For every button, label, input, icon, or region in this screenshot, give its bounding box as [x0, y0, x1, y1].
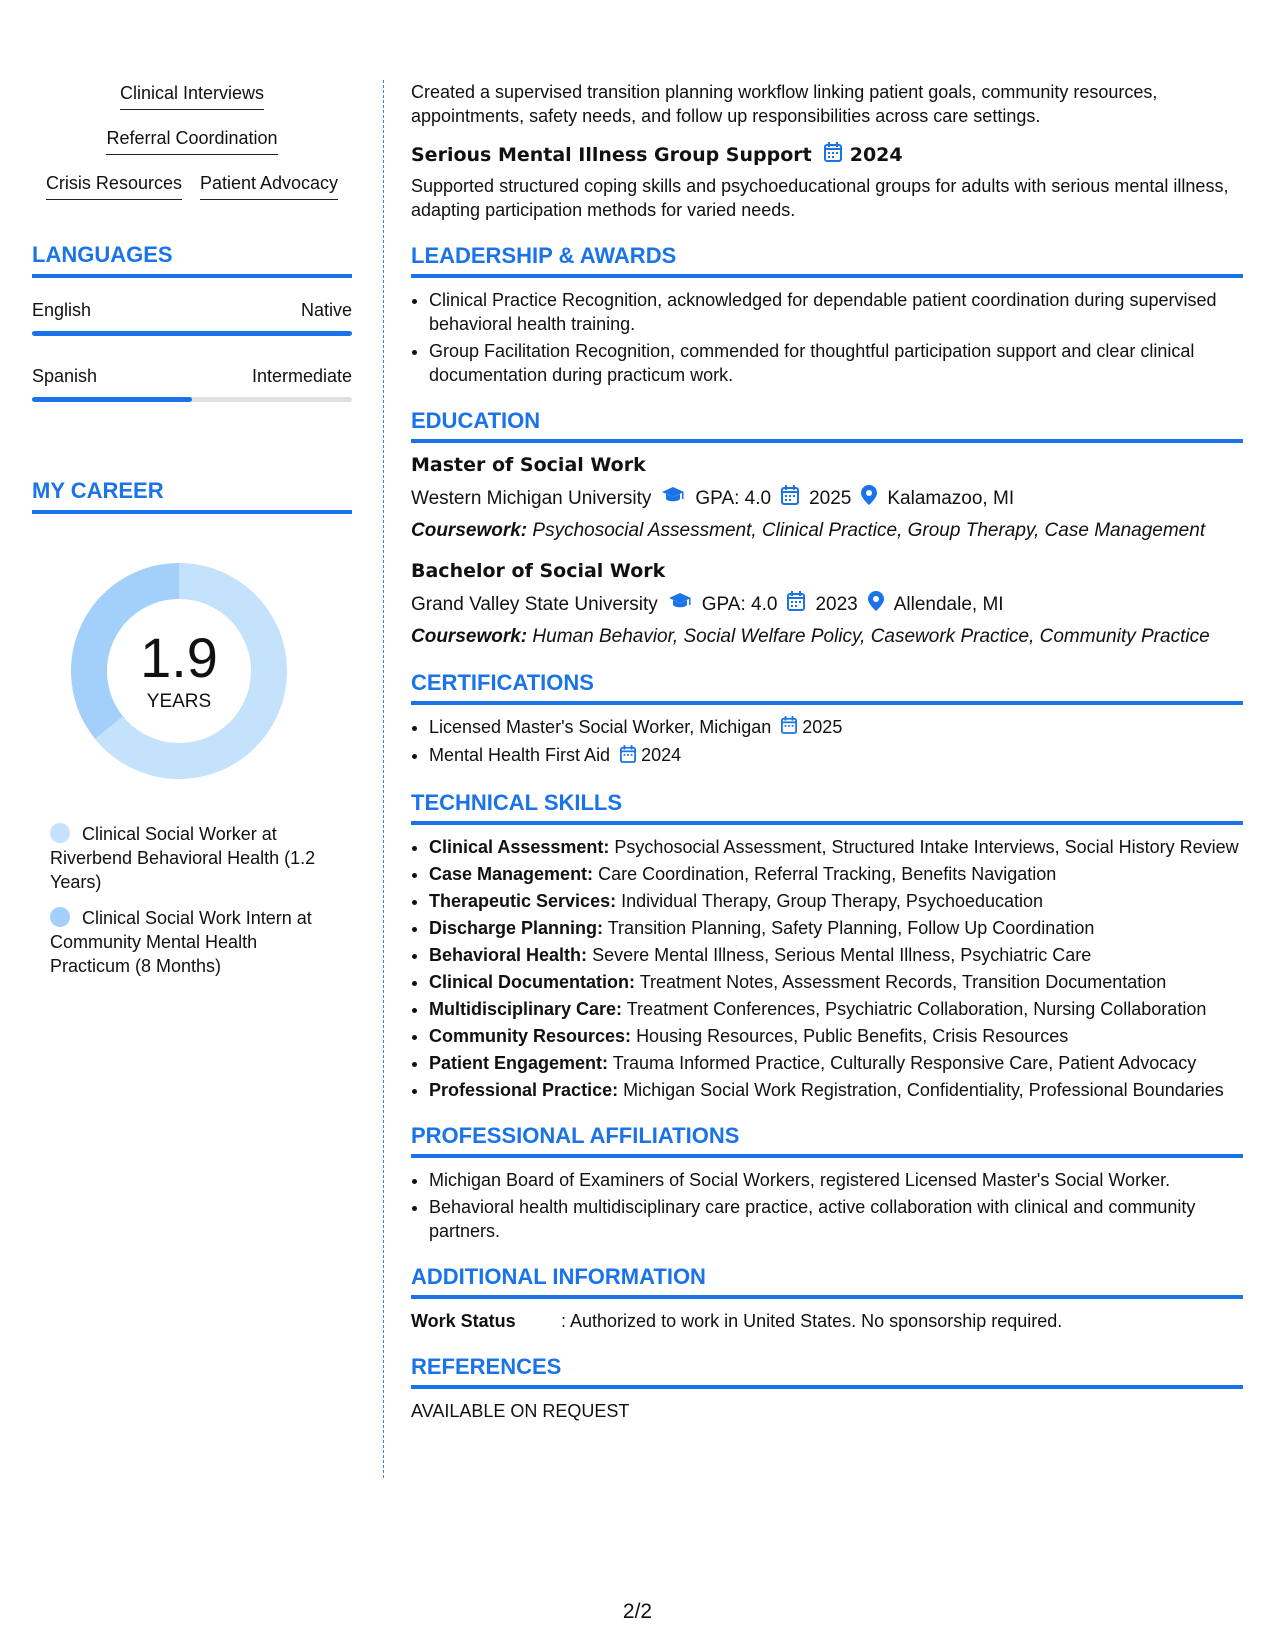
project-description: Supported structured coping skills and psychoeducational groups for adults with serious mental illness, adapting participation methods for varied needs. [411, 176, 1229, 220]
main-content [411, 80, 1243, 1423]
list-item [429, 715, 1243, 740]
certification-name: Mental Health First Aid [429, 745, 611, 766]
technical-skill-value: Michigan Social Work Registration, Confidentiality, Professional Boundaries [623, 1079, 1224, 1100]
technical-skills-heading: TECHNICAL SKILLS [411, 789, 1243, 825]
languages-heading: LANGUAGES [32, 242, 352, 278]
education-item [411, 559, 1243, 649]
project-title-row [411, 142, 1243, 168]
location-pin-icon [861, 485, 877, 512]
language-name: English [32, 300, 92, 320]
work-status-row [411, 1309, 1243, 1333]
technical-skills-list [411, 835, 1243, 1102]
skill-tag: Crisis Resources [46, 172, 182, 200]
technical-skill-item [429, 1078, 1243, 1102]
education-meta [411, 591, 1243, 618]
technical-skill-value: Severe Mental Illness, Serious Mental Illness, Psychiatric Care [592, 944, 1092, 965]
page-number: 2/2 [622, 1600, 653, 1623]
coursework-text: Human Behavior, Social Welfare Policy, Casework Practice, Community Practice [532, 626, 1210, 647]
affiliations-heading: PROFESSIONAL AFFILIATIONS [411, 1122, 1243, 1158]
career-legend-item [50, 906, 340, 978]
gpa: GPA: 4.0 [695, 487, 772, 509]
technical-skill-item [429, 1051, 1243, 1075]
leadership-list [411, 288, 1243, 387]
skill-tag: Clinical Interviews [120, 82, 264, 110]
technical-skill-value: Psychosocial Assessment, Structured Intake Interviews, Social History Review [614, 836, 1239, 857]
career-donut [64, 556, 294, 786]
coursework-label: Coursework: [411, 520, 528, 541]
technical-skill-name: Therapeutic Services: [429, 890, 617, 911]
education-heading: EDUCATION [411, 407, 1243, 443]
technical-skill-name: Patient Engagement: [429, 1052, 609, 1073]
leadership-heading: LEADERSHIP & AWARDS [411, 242, 1243, 278]
column-divider [383, 80, 384, 1478]
legend-dot [50, 823, 70, 843]
career-legend-label: Clinical Social Work Intern at Community Mental Health Practicum (8 Months) [50, 908, 312, 976]
legend-dot [50, 907, 70, 927]
calendar-icon [787, 591, 805, 618]
education-year: 2023 [815, 593, 858, 615]
language-bar-fill [32, 397, 192, 402]
graduation-cap-icon [661, 486, 685, 511]
skill-tag-row [32, 172, 352, 200]
career-total: 1.9 [140, 626, 218, 689]
technical-skill-value: Treatment Notes, Assessment Records, Transition Documentation [639, 971, 1167, 992]
career-legend-item [50, 822, 340, 894]
technical-skill-item [429, 1024, 1243, 1048]
technical-skill-name: Clinical Documentation: [429, 971, 636, 992]
technical-skill-item [429, 835, 1243, 859]
certification-name: Licensed Master's Social Worker, Michigan [429, 717, 772, 737]
technical-skill-value: Care Coordination, Referral Tracking, Benefits Navigation [598, 863, 1057, 884]
certification-year: 2024 [641, 745, 682, 766]
skill-tag-row [32, 127, 352, 155]
education-year: 2025 [809, 487, 852, 509]
language-bar [32, 397, 352, 402]
certifications-list [411, 715, 1243, 769]
technical-skill-name: Multidisciplinary Care: [429, 998, 623, 1019]
technical-skill-name: Clinical Assessment: [429, 836, 610, 857]
list-item: • Behavioral health multidisciplinary care practice, active collaboration with clinical and community partners. [429, 1195, 1243, 1243]
technical-skill-name: Professional Practice: [429, 1079, 619, 1100]
technical-skill-item [429, 997, 1243, 1021]
technical-skill-item [429, 943, 1243, 967]
technical-skill-value: Transition Planning, Safety Planning, Follow Up Coordination [607, 917, 1095, 938]
work-status-value: : Authorized to work in United States. No sponsorship required. [561, 1310, 1063, 1331]
references-text: AVAILABLE ON REQUEST [411, 1400, 630, 1421]
skill-tag-row [32, 82, 352, 110]
technical-skill-value: Treatment Conferences, Psychiatric Collaboration, Nursing Collaboration [626, 998, 1207, 1019]
technical-skill-name: Behavioral Health: [429, 944, 588, 965]
list-item: • Michigan Board of Examiners of Social Workers, registered Licensed Master's Social Worker. [429, 1168, 1243, 1192]
education-location: Allendale, MI [893, 593, 1004, 615]
technical-skill-value: Trauma Informed Practice, Culturally Responsive Care, Patient Advocacy [612, 1052, 1197, 1073]
career-unit: YEARS [146, 691, 212, 712]
list-item: • Group Facilitation Recognition, commended for thoughtful participation support and clear clinical documentation during practicum work. [429, 339, 1243, 387]
skill-tag: Patient Advocacy [200, 172, 338, 200]
education-location: Kalamazoo, MI [887, 487, 1015, 509]
certification-year: 2025 [802, 717, 843, 737]
education-item [411, 453, 1243, 543]
language-name: Spanish [32, 366, 98, 386]
degree: Bachelor of Social Work [411, 560, 666, 582]
technical-skill-item [429, 970, 1243, 994]
language-item [32, 300, 352, 336]
language-level: Native [300, 300, 352, 320]
career-legend-label: Clinical Social Worker at Riverbend Behavioral Health (1.2 Years) [50, 824, 316, 892]
references-heading: REFERENCES [411, 1353, 1243, 1389]
sidebar [32, 82, 352, 990]
list-item: • Clinical Practice Recognition, acknowledged for dependable patient coordination during supervised behavioral health training. [429, 288, 1243, 336]
calendar-icon [781, 485, 799, 512]
technical-skill-value: Individual Therapy, Group Therapy, Psychoeducation [621, 890, 1044, 911]
language-level: Intermediate [251, 366, 352, 386]
coursework-label: Coursework: [411, 626, 528, 647]
degree: Master of Social Work [411, 454, 646, 476]
coursework [411, 624, 1243, 649]
work-status-label: Work Status [411, 1310, 516, 1331]
list-item [429, 743, 1243, 768]
skill-tag: Referral Coordination [106, 127, 277, 155]
project-year: 2024 [849, 144, 903, 166]
career-legend [32, 822, 352, 978]
coursework [411, 518, 1243, 543]
skill-tags [32, 82, 352, 200]
project-title: Serious Mental Illness Group Support [411, 144, 812, 166]
location-pin-icon [868, 591, 884, 618]
calendar-icon [824, 142, 842, 168]
technical-skill-value: Housing Resources, Public Benefits, Crisis Resources [636, 1025, 1069, 1046]
technical-skill-item [429, 862, 1243, 886]
language-bar-fill [32, 331, 352, 336]
affiliations-list [411, 1168, 1243, 1243]
technical-skill-name: Community Resources: [429, 1025, 632, 1046]
certifications-heading: CERTIFICATIONS [411, 669, 1243, 705]
technical-skill-name: Case Management: [429, 863, 594, 884]
coursework-text: Psychosocial Assessment, Clinical Practice, Group Therapy, Case Management [532, 520, 1206, 541]
technical-skill-item [429, 916, 1243, 940]
calendar-icon [781, 716, 797, 740]
additional-info-heading: ADDITIONAL INFORMATION [411, 1263, 1243, 1299]
school: Grand Valley State University [411, 593, 658, 615]
project-intro: Created a supervised transition planning workflow linking patient goals, community resources, appointments, safety needs, and follow up responsibilities across care settings. [411, 82, 1158, 126]
language-item [32, 366, 352, 402]
school: Western Michigan University [411, 487, 652, 509]
career-heading: MY CAREER [32, 478, 352, 514]
education-meta [411, 485, 1243, 512]
technical-skill-item [429, 889, 1243, 913]
gpa: GPA: 4.0 [701, 593, 778, 615]
technical-skill-name: Discharge Planning: [429, 917, 604, 938]
graduation-cap-icon [668, 592, 692, 617]
language-bar [32, 331, 352, 336]
calendar-icon [620, 745, 636, 769]
